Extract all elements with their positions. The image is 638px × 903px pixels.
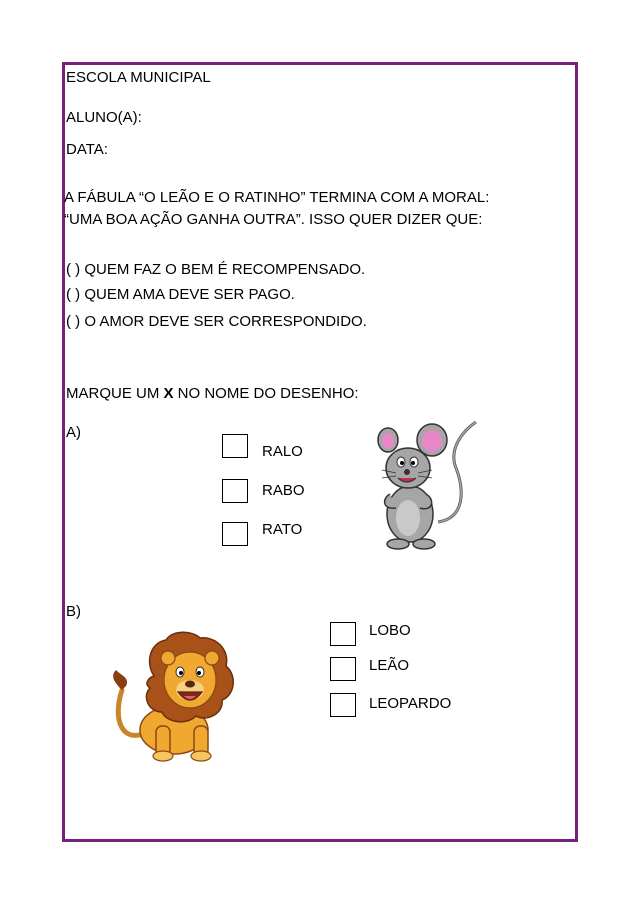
option-lobo-label: LOBO [369,622,411,639]
checkbox-lobo[interactable] [330,622,356,646]
section-b-label: B) [66,603,81,620]
question-1-line-1: A FÁBULA “O LEÃO E O RATINHO” TERMINA COM A MORAL: [64,189,490,206]
answer-option-2[interactable]: ( ) QUEM AMA DEVE SER PAGO. [66,286,295,303]
answer-option-1[interactable]: ( ) QUEM FAZ O BEM É RECOMPENSADO. [66,261,366,278]
option-leao-label: LEÃO [369,657,410,674]
student-field-label: ALUNO(A): [66,109,142,126]
checkbox-leao[interactable] [330,657,356,681]
checkbox-leopardo[interactable] [330,693,356,717]
answer-option-3[interactable]: ( ) O AMOR DEVE SER CORRESPONDIDO. [66,313,367,330]
date-field-label: DATA: [66,141,108,158]
lion-illustration [104,630,244,762]
checkbox-rabo[interactable] [222,479,248,503]
option-rabo-label: RABO [262,482,305,499]
school-name: ESCOLA MUNICIPAL [66,69,211,86]
mouse-illustration [376,418,482,552]
instruction-text-after: NO NOME DO DESENHO: [173,385,359,402]
checkbox-rato[interactable] [222,522,248,546]
section-a-label: A) [66,424,81,441]
option-rato-label: RATO [262,521,303,538]
option-leopardo-label: LEOPARDO [369,695,452,712]
question-2-instruction [66,385,359,403]
option-ralo-label: RALO [262,443,303,460]
instruction-text-before: MARQUE UM [66,385,164,402]
instruction-mark: X [163,385,174,402]
checkbox-ralo[interactable] [222,434,248,458]
question-1-line-2: “UMA BOA AÇÃO GANHA OUTRA”. ISSO QUER DIZER QUE: [64,211,483,228]
